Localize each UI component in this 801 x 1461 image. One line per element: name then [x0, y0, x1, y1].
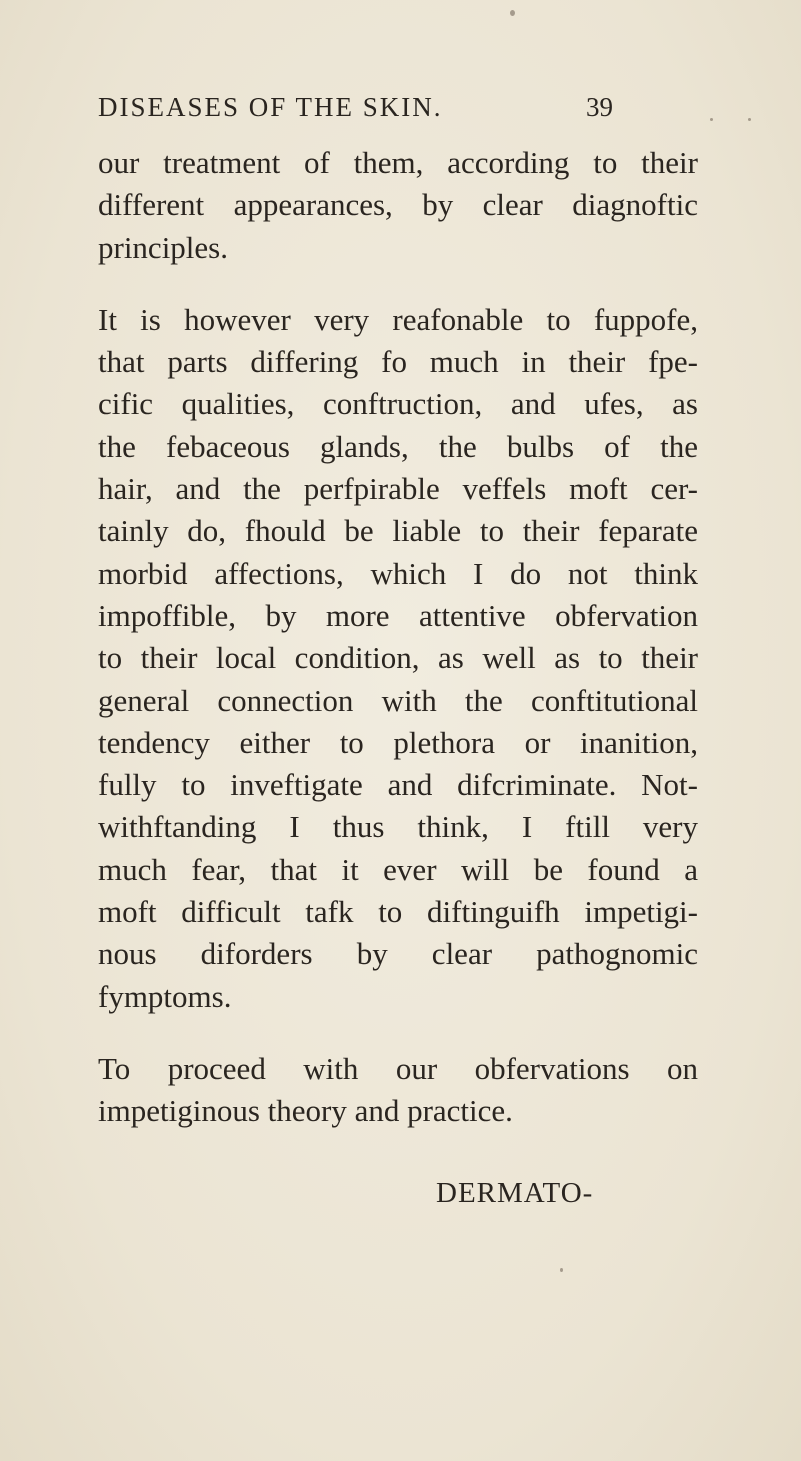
text-line: It is however very reafonable to fuppofe, [98, 301, 698, 337]
text-line: general connection with the conftitutional [98, 682, 698, 718]
text-line: to their local condition, as well as to their [98, 640, 698, 676]
text-line: hair, and the perfpirable veffels moft cer- [98, 471, 698, 507]
text-line: our treatment of them, according to their [98, 145, 698, 180]
text-line: tendency either to plethora or inanition, [98, 724, 698, 760]
text-line: cific qualities, conftruction, and ufes, as [98, 386, 698, 422]
paper-speck [748, 118, 751, 121]
text-line: tainly do, fhould be liable to their feparate [98, 513, 698, 549]
text-line: different appearances, by clear diagnoftic [98, 187, 698, 223]
paper-speck [560, 1268, 563, 1272]
text-line: impetiginous theory and practice. [98, 1093, 513, 1129]
running-title: DISEASES OF THE SKIN. [98, 92, 443, 122]
text-line: the febaceous glands, the bulbs of the [98, 428, 698, 464]
text-line: withftanding I thus think, I ftill very [98, 809, 698, 845]
paper-speck [510, 10, 515, 16]
text-line: fymptoms. [98, 978, 232, 1014]
running-head [98, 92, 658, 132]
text-line: fully to inveftigate and difcriminate. Not- [98, 767, 698, 803]
text-line: that parts differing fo much in their fpe- [98, 344, 698, 380]
paragraph-1 [98, 142, 698, 269]
text-line: nous diforders by clear pathognomic [98, 936, 698, 972]
text-line: To proceed with our obfervations on [98, 1050, 698, 1086]
paragraph-2 [98, 299, 698, 1018]
text-line: impoffible, by more attentive obfervation [98, 597, 698, 633]
text-line: much fear, that it ever will be found a [98, 851, 698, 887]
catchword: DERMATO- [436, 1177, 594, 1209]
body-text [98, 142, 698, 1133]
text-line: principles. [98, 229, 228, 265]
paragraph-3 [98, 1048, 698, 1133]
text-line: moft difficult tafk to diftinguifh impetigi- [98, 894, 698, 930]
page-number: 39 [586, 92, 613, 122]
text-line: morbid affections, which I do not think [98, 555, 698, 591]
paper-speck [710, 118, 713, 121]
